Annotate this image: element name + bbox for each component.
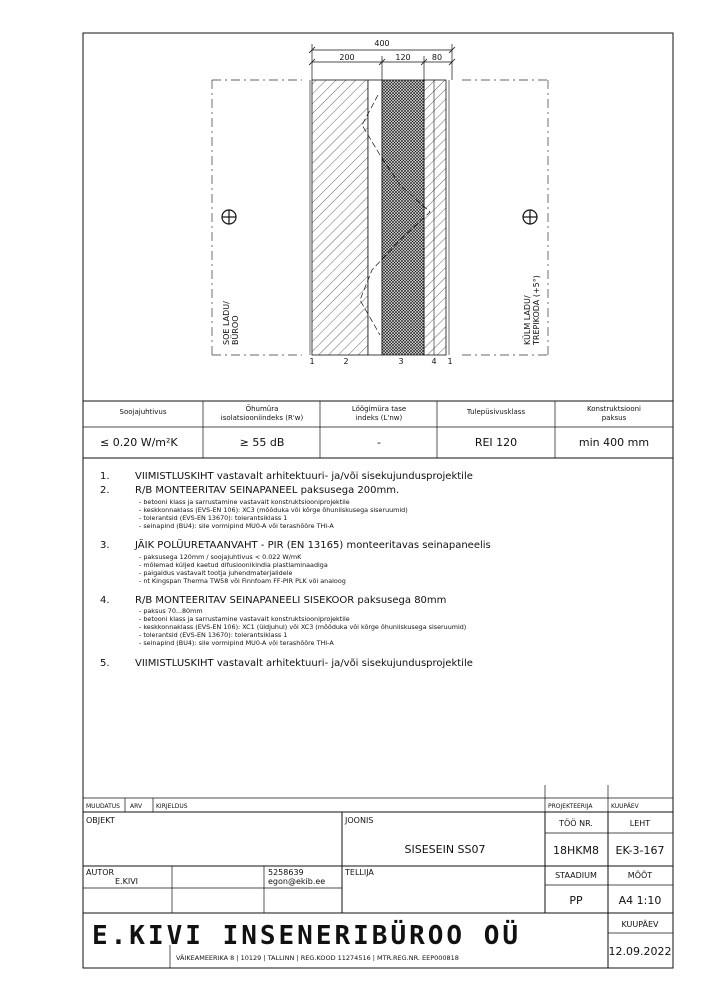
kuupaev-label: KUUPÄEV xyxy=(621,920,659,929)
note-2-item: - keskkonnaklass (EVS-EN 106): XC3 (mõõduka või kõrge õhuniiskusega siseruumid) xyxy=(139,506,408,514)
dim-total: 400 xyxy=(374,39,390,48)
note-4-item: - keskkonnaklass (EVS-EN 106): XC1 (üldjuhul) või XC3 (mõõduka või kõrge õhuniiskusega siseruumid) xyxy=(139,623,467,631)
note-3-item: - paigaldus vastavalt tootja juhendmaterjalidele xyxy=(139,569,293,577)
note-4-item: - betooni klass ja sarrustamine vastavalt konstruktsiooniprojektile xyxy=(139,615,350,623)
too-nr-label: TÖÖ NR. xyxy=(559,819,593,828)
rev-header-description: KIRJELDUS xyxy=(156,803,188,810)
prop-header-airborne-1: Õhumüra xyxy=(245,405,279,413)
note-1-title: VIIMISTLUSKIHT vastavalt arhitektuuri- ja/või sisekujundusprojektile xyxy=(135,471,473,482)
prop-value-thermal: ≤ 0.20 W/m²K xyxy=(100,436,178,449)
note-2-item: - seinapind (BU4): sile vormipind MU0-A või terashõõre THI-A xyxy=(139,522,334,530)
tellija-label: TELLIJA xyxy=(345,868,374,877)
note-2-item: - betooni klass ja sarrustamine vastavalt konstruktsiooniprojektile xyxy=(139,498,350,506)
company-name: E.KIVI INSENERIBÜROO OÜ xyxy=(92,921,522,951)
note-1-num: 1. xyxy=(100,471,110,482)
moot: A4 1:10 xyxy=(618,894,662,907)
leht: EK-3-167 xyxy=(615,844,665,857)
note-5-title: VIIMISTLUSKIHT vastavalt arhitektuuri- ja/või sisekujundusprojektile xyxy=(135,658,473,669)
kuupaev: 12.09.2022 xyxy=(608,945,672,958)
title-block xyxy=(83,812,673,968)
layer-label-1: 1 xyxy=(309,357,315,366)
layer-label-5: 1 xyxy=(447,357,453,366)
warm-side-symbol-icon xyxy=(222,210,236,224)
note-3-item: - paksusega 120mm / soojajuhtivus < 0.022 W/mK xyxy=(139,553,302,561)
prop-header-thermal: Soojajuhtivus xyxy=(119,408,167,416)
objekt-label: OBJEKT xyxy=(86,816,115,825)
note-3-item: - nt Kingspan Therma TW58 või Finnfoam FF-PIR PLK või analoog xyxy=(139,577,346,585)
drawing-name: SISESEIN SS07 xyxy=(404,843,486,856)
dim-part-1: 200 xyxy=(339,53,355,62)
rev-header-date: KUUPÄEV xyxy=(611,803,639,810)
prop-header-thickness-1: Konstruktsiooni xyxy=(586,405,642,413)
prop-header-impact-1: Löögimüra tase xyxy=(351,405,407,413)
rev-header-designer: PROJEKTEERIJA xyxy=(548,803,593,810)
note-2-num: 2. xyxy=(100,485,110,496)
side-label-right-1: KÜLM LADU/ xyxy=(523,295,532,345)
side-label-left-2: BÜROO xyxy=(231,315,240,345)
dim-part-2: 120 xyxy=(395,53,411,62)
staadium-label: STAADIUM xyxy=(555,871,597,880)
note-3-item: - mõlemad küljed kaetud difusioonikindla plastlaminaadiga xyxy=(139,561,328,569)
prop-value-impact: - xyxy=(377,436,381,449)
layer-label-2: 2 xyxy=(343,357,349,366)
company-address: VÄIKEAMEERIKA 8 | 10129 | TALLINN | REG.KOOD 11274516 | MTR.REG.NR. EEP000818 xyxy=(176,954,459,962)
wall-section-drawing xyxy=(212,39,548,366)
note-3-title: JÄIK POLÜURETAANVAHT - PIR (EN 13165) monteeritavas seinapaneelis xyxy=(135,540,491,551)
cold-side-symbol-icon xyxy=(523,210,537,224)
note-4-title: R/B MONTEERITAV SEINAPANEELI SISEKOOR paksusega 80mm xyxy=(135,595,447,606)
note-2-item: - tolerantsid (EVS-EN 13670): tolerantsiklass 1 xyxy=(139,514,288,522)
prop-value-thickness: min 400 mm xyxy=(578,436,650,449)
dim-part-3: 80 xyxy=(431,53,443,62)
note-3-num: 3. xyxy=(100,540,110,551)
note-2-title: R/B MONTEERITAV SEINAPANEEL paksusega 200mm. xyxy=(135,485,400,496)
prop-header-thickness-2: paksus xyxy=(601,414,627,422)
layer-label-3: 3 xyxy=(398,357,404,366)
layer-notes xyxy=(100,471,491,669)
note-4-item: - seinapind (BU4): sile vormipind MU0-A või terashõõre THI-A xyxy=(139,639,334,647)
note-5-num: 5. xyxy=(100,658,110,669)
properties-table xyxy=(83,401,673,458)
revision-strip xyxy=(83,785,673,812)
prop-value-fire: REI 120 xyxy=(474,436,518,449)
side-label-left-1: SOE LADU/ xyxy=(222,301,231,345)
rev-header-count: ARV xyxy=(130,803,143,810)
autor-label: AUTOR xyxy=(86,868,115,877)
prop-header-airborne-2: isolatsiooniindeks (R'w) xyxy=(220,414,304,422)
moot-label: MÕÕT xyxy=(627,871,653,880)
staadium: PP xyxy=(569,894,583,907)
leht-label: LEHT xyxy=(629,819,651,828)
contact-phone: 5258639 xyxy=(268,868,304,877)
contact-email: egon@ekib.ee xyxy=(268,877,326,886)
autor-name: E.KIVI xyxy=(115,877,139,886)
rev-header-change: MUUDATUS xyxy=(86,803,120,810)
joonis-label: JOONIS xyxy=(345,816,374,825)
prop-header-impact-2: indeks (L'nw) xyxy=(355,414,403,422)
note-4-item: - tolerantsid (EVS-EN 13670): tolerantsiklass 1 xyxy=(139,631,288,639)
prop-value-airborne: ≥ 55 dB xyxy=(239,436,285,449)
note-4-num: 4. xyxy=(100,595,110,606)
note-4-item: - paksus 70...80mm xyxy=(139,607,203,615)
side-label-right-2: TREPIKODA (+5°) xyxy=(532,275,541,345)
too-nr: 18HKM8 xyxy=(553,844,599,857)
prop-header-fire: Tulepüsivusklass xyxy=(466,408,526,416)
layer-label-4: 4 xyxy=(431,357,437,366)
